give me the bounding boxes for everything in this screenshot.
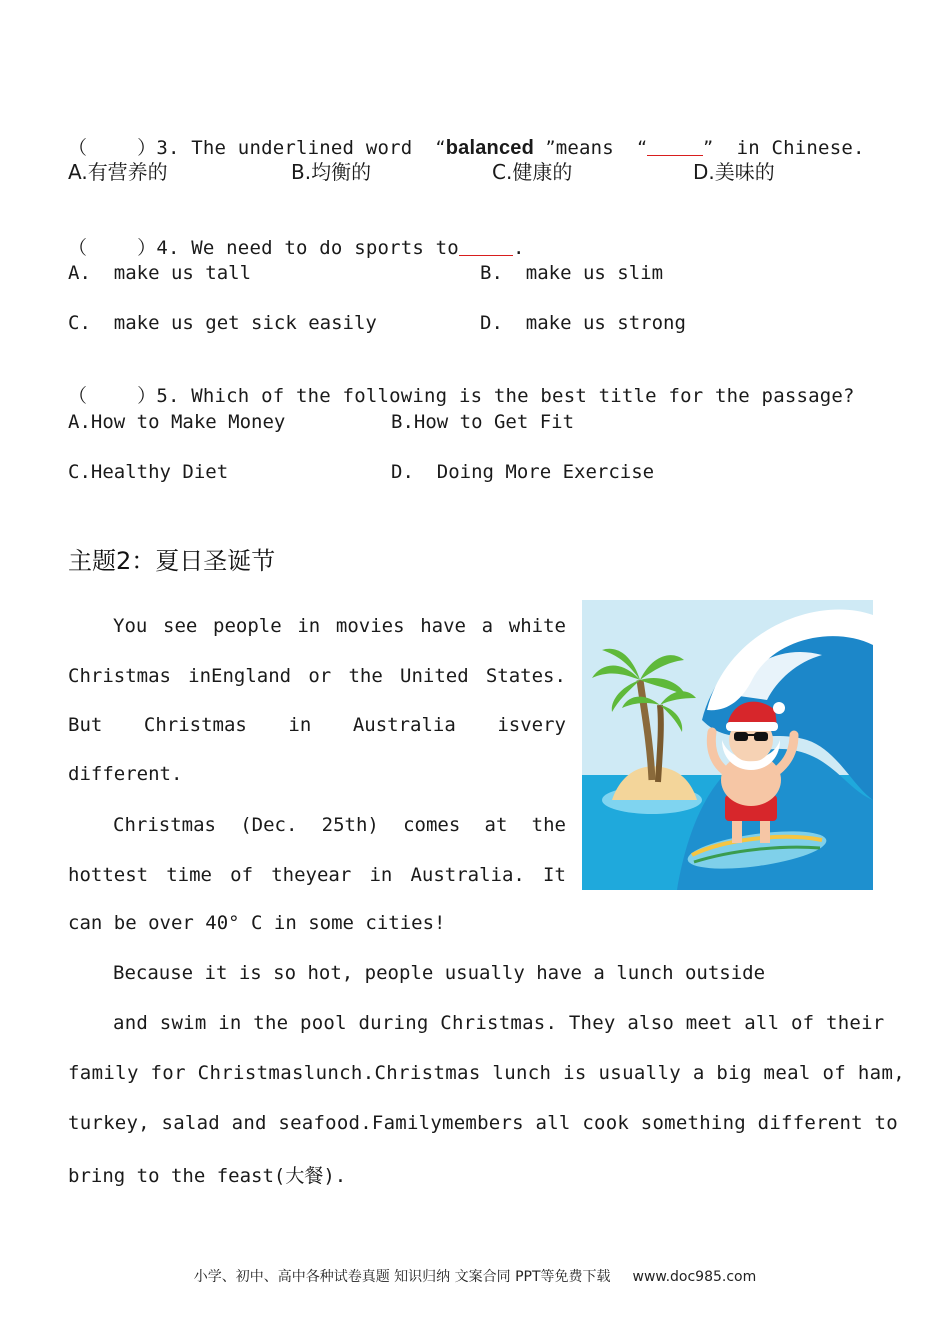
- question-3-stem: （ ）3. The underlined word “balanced ”means “ ” in Chinese.: [68, 137, 865, 159]
- passage-p3-line1: Because it is so hot, people usually have a lunch outside: [113, 962, 766, 984]
- option-a: A.How to Make Money: [68, 411, 286, 433]
- option-d: D.美味的: [693, 160, 775, 184]
- passage-p2-line3: can be over 40° C in some cities!: [68, 912, 446, 934]
- answer-paren: （ ）: [68, 385, 157, 407]
- topic-label: 主题2：: [68, 547, 156, 575]
- passage-p1-line4: different.: [68, 763, 183, 785]
- option-b: B.How to Get Fit: [391, 411, 575, 433]
- passage-p3-line3: family for Christmaslunch.Christmas lunch is usually a big meal of ham,: [68, 1062, 906, 1084]
- topic-heading: [68, 546, 275, 576]
- passage-p1-line2: Christmas inEngland or the United States.: [68, 665, 566, 687]
- passage-p3-line5: bring to the feast(大餐).: [68, 1165, 347, 1187]
- passage-p1-line1: You see people in movies have a white: [113, 615, 566, 637]
- passage-p2-line1: Christmas (Dec. 25th) comes at the: [113, 814, 566, 836]
- option-b: B. make us slim: [480, 262, 664, 284]
- answer-blank: [647, 135, 703, 156]
- option-a: A. make us tall: [68, 262, 252, 284]
- answer-blank: [459, 235, 513, 256]
- answer-paren: （ ）: [68, 137, 157, 159]
- option-d: D. Doing More Exercise: [391, 461, 655, 483]
- passage-p3-line4: turkey, salad and seafood.Familymembers all cook something different to: [68, 1112, 898, 1134]
- option-c: C. make us get sick easily: [68, 312, 377, 334]
- answer-paren: （ ）: [68, 237, 157, 259]
- option-b: B.均衡的: [291, 160, 372, 184]
- option-d: D. make us strong: [480, 312, 686, 334]
- passage-p3-line2: and swim in the pool during Christmas. They also meet all of their: [113, 1012, 885, 1034]
- option-c: C.Healthy Diet: [68, 461, 229, 483]
- question-4-stem: （ ）4. We need to do sports to .: [68, 237, 525, 259]
- summer-christmas-illustration: [582, 600, 873, 890]
- page-footer: [0, 1266, 950, 1286]
- palm-trunk: [658, 705, 661, 782]
- option-c: C.健康的: [492, 160, 573, 184]
- footer-text: 小学、初中、高中各种试卷真题 知识归纳 文案合同 PPT等免费下载: [193, 1269, 611, 1285]
- sunglasses: [734, 732, 748, 741]
- passage-p1-line3: But Christmas in Australia isvery: [68, 714, 566, 736]
- topic-title: 夏日圣诞节: [155, 547, 276, 575]
- underlined-word: balanced: [445, 137, 535, 159]
- option-a: A.有营养的: [68, 160, 168, 184]
- question-5-stem: （ ）5. Which of the following is the best title for the passage?: [68, 385, 855, 407]
- passage-p2-line2: hottest time of theyear in Australia. It: [68, 864, 566, 886]
- footer-url[interactable]: www.doc985.com: [632, 1269, 757, 1285]
